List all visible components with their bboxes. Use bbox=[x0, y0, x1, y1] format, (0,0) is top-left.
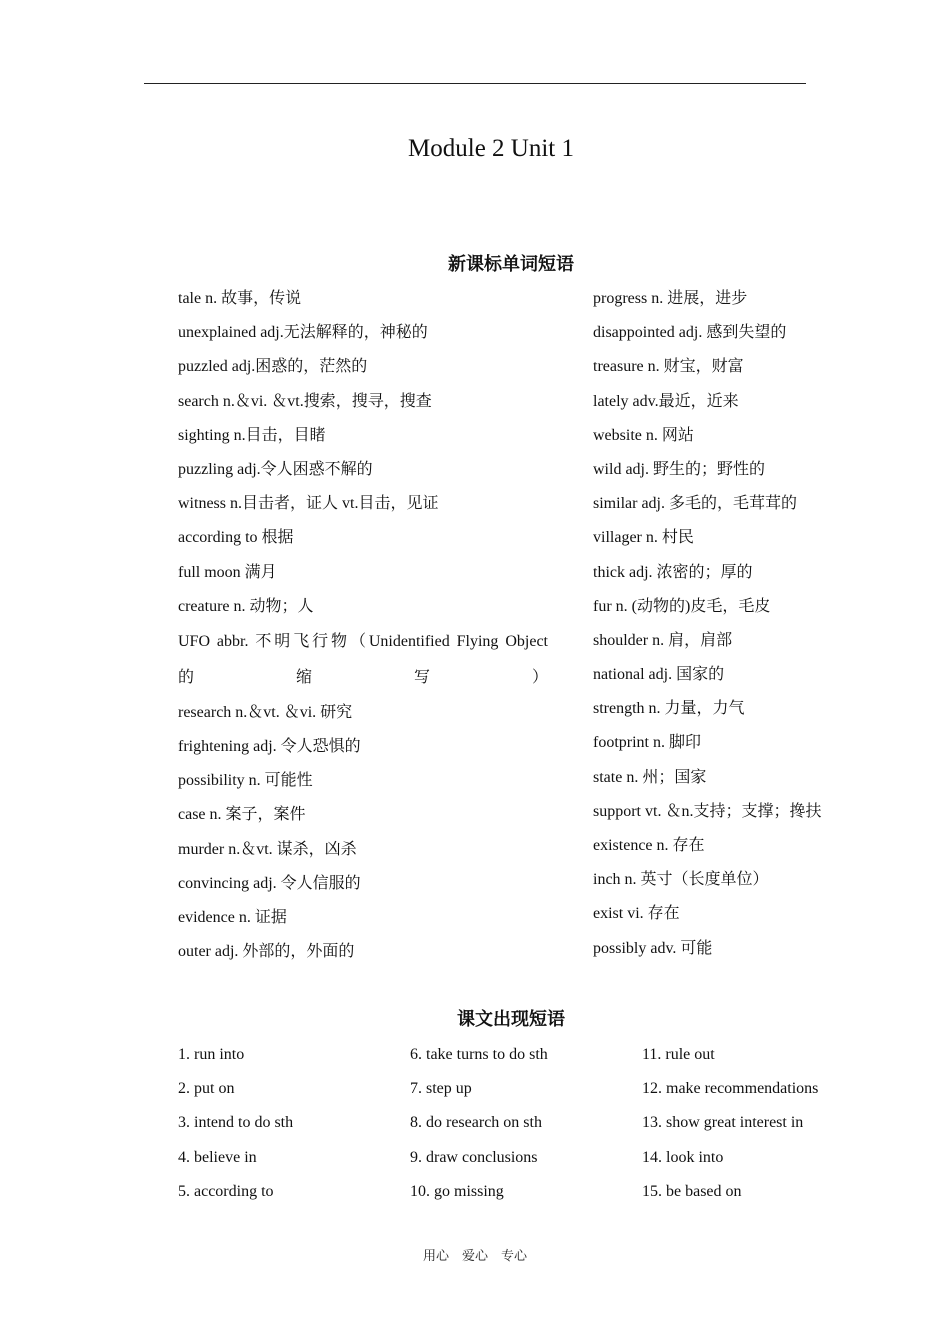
phrase-item: 5. according to bbox=[178, 1182, 274, 1200]
vocab-item: according to 根据 bbox=[178, 529, 294, 547]
vocab-item: fur n. (动物的)皮毛，毛皮 bbox=[593, 597, 771, 615]
vocab-item-ufo-line1: UFO abbr. 不明飞行物（Unidentified Flying Object bbox=[178, 632, 548, 650]
vocab-item: creature n. 动物；人 bbox=[178, 597, 314, 615]
vocab-item: disappointed adj. 感到失望的 bbox=[593, 324, 787, 342]
vocab-item: thick adj. 浓密的；厚的 bbox=[593, 563, 753, 581]
vocab-item: unexplained adj.无法解释的，神秘的 bbox=[178, 324, 428, 342]
vocab-item-ufo-line2: 的缩写） bbox=[178, 668, 548, 686]
vocab-item: exist vi. 存在 bbox=[593, 905, 680, 923]
vocab-item: evidence n. 证据 bbox=[178, 909, 287, 926]
phrases-column-2 bbox=[410, 1038, 630, 1209]
vocab-item: outer adj. 外部的，外面的 bbox=[178, 943, 355, 961]
phrase-item: 7. step up bbox=[410, 1080, 472, 1098]
vocab-item: possibility n. 可能性 bbox=[178, 772, 313, 790]
vocab-item: frightening adj. 令人恐惧的 bbox=[178, 738, 361, 756]
phrase-item: 6. take turns to do sth bbox=[410, 1046, 548, 1063]
vocab-item: similar adj. 多毛的，毛茸茸的 bbox=[593, 495, 797, 513]
vocab-item: sighting n.目击，目睹 bbox=[178, 426, 326, 444]
vocab-item: case n. 案子，案件 bbox=[178, 806, 306, 824]
page-footer: 用心 爱心 专心 bbox=[422, 1249, 527, 1264]
page-title: Module 2 Unit 1 bbox=[408, 135, 574, 162]
vocab-item: murder n.＆vt. 谋杀，凶杀 bbox=[178, 840, 357, 858]
phrase-item: 15. be based on bbox=[642, 1182, 742, 1200]
vocab-item: existence n. 存在 bbox=[593, 837, 705, 854]
vocab-item: website n. 网站 bbox=[593, 426, 694, 444]
vocab-right-column bbox=[593, 282, 843, 966]
vocab-item: state n. 州；国家 bbox=[593, 768, 707, 786]
phrases-column-1 bbox=[178, 1038, 398, 1209]
vocab-item: search n.＆vi. ＆vt.搜索，搜寻，搜查 bbox=[178, 392, 432, 410]
vocab-item: puzzling adj.令人困惑不解的 bbox=[178, 460, 373, 478]
phrase-item: 10. go missing bbox=[410, 1182, 504, 1200]
vocab-item: progress n. 进展，进步 bbox=[593, 290, 748, 307]
top-rule bbox=[144, 83, 806, 84]
phrase-item: 9. draw conclusions bbox=[410, 1148, 538, 1166]
vocab-item: treasure n. 财宝，财富 bbox=[593, 358, 744, 376]
vocab-item: shoulder n. 肩，肩部 bbox=[593, 631, 733, 649]
phrase-item: 3. intend to do sth bbox=[178, 1114, 294, 1132]
vocab-item: research n.＆vt. ＆vi. 研究 bbox=[178, 703, 353, 721]
phrases-column-3 bbox=[642, 1038, 872, 1209]
vocab-item: villager n. 村民 bbox=[593, 529, 694, 547]
vocab-item: full moon 满月 bbox=[178, 563, 277, 581]
vocab-item: lately adv.最近，近来 bbox=[593, 392, 739, 410]
vocab-item: witness n.目击者，证人 vt.目击，见证 bbox=[178, 495, 439, 513]
phrase-item: 13. show great interest in bbox=[642, 1114, 804, 1132]
vocab-item: convincing adj. 令人信服的 bbox=[178, 874, 361, 892]
phrase-item: 2. put on bbox=[178, 1080, 235, 1098]
phrase-item: 8. do research on sth bbox=[410, 1114, 542, 1132]
vocab-item: wild adj. 野生的；野性的 bbox=[593, 460, 765, 478]
phrase-item: 12. make recommendations bbox=[642, 1080, 819, 1098]
vocab-item: tale n. 故事，传说 bbox=[178, 290, 302, 307]
vocab-item: inch n. 英寸（长度单位） bbox=[593, 871, 769, 889]
vocab-item: strength n. 力量，力气 bbox=[593, 700, 745, 718]
vocab-heading: 新课标单词短语 bbox=[448, 254, 574, 275]
phrases-heading: 课文出现短语 bbox=[457, 1009, 565, 1030]
phrase-item: 14. look into bbox=[642, 1148, 724, 1166]
vocab-item: national adj. 国家的 bbox=[593, 666, 725, 684]
vocab-item: puzzled adj.困惑的，茫然的 bbox=[178, 358, 368, 376]
phrase-item: 11. rule out bbox=[642, 1046, 715, 1063]
phrase-item: 1. run into bbox=[178, 1046, 245, 1063]
vocab-item: possibly adv. 可能 bbox=[593, 939, 713, 957]
vocab-item: footprint n. 脚印 bbox=[593, 734, 701, 752]
phrase-item: 4. believe in bbox=[178, 1148, 257, 1166]
vocab-left-column bbox=[178, 282, 548, 969]
vocab-item: support vt. ＆n.支持；支撑；搀扶 bbox=[593, 802, 822, 820]
